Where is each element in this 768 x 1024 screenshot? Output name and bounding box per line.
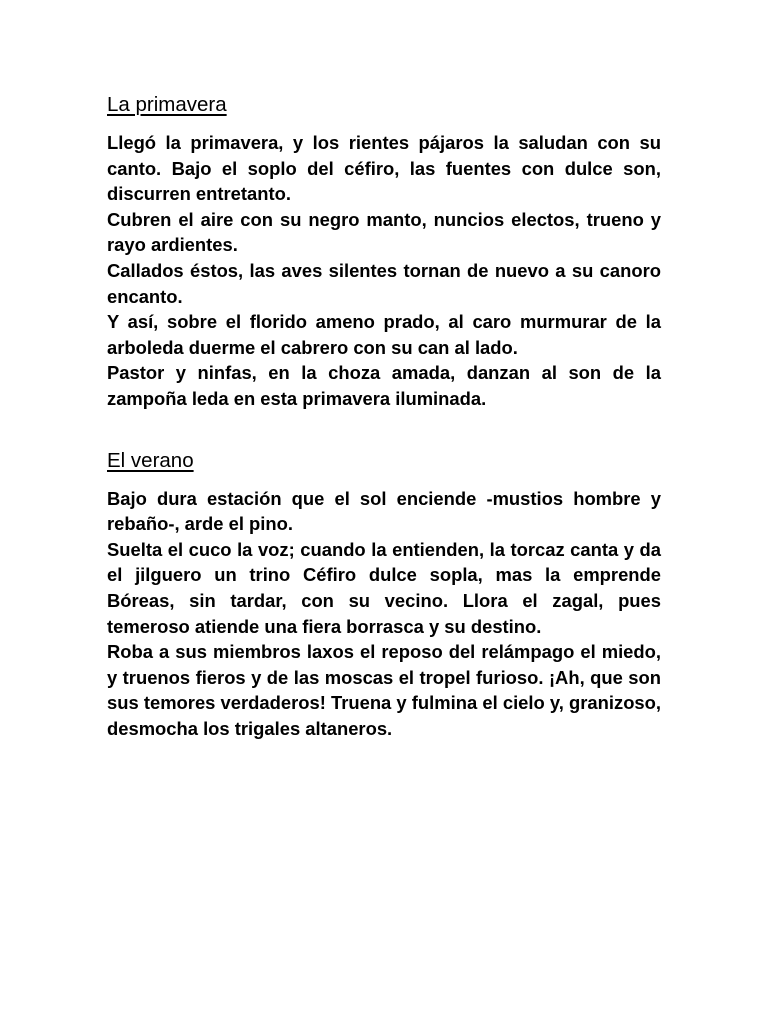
paragraph: Callados éstos, las aves silentes tornan de nuevo a su canoro encanto. <box>107 259 661 307</box>
paragraph: Pastor y ninfas, en la choza amada, danzan al son de la zampoña leda en esta primavera iluminada. <box>107 362 661 409</box>
paragraph: Llegó la primavera, y los rientes pájaros la saludan con su canto. Bajo el soplo del céfiro, las fuentes con dulce son, discurren entretanto. <box>107 132 661 205</box>
section-el-verano <box>107 448 661 742</box>
paragraph: Suelta el cuco la voz; cuando la entienden, la torcaz canta y da el jilguero un trino Céfiro dulce sopla, mas la emprende Bóreas, sin tardar, con su vecino. Llora el zagal, pues temeroso atiende una fiera borrasca y su destino. <box>107 538 661 637</box>
paragraph: Roba a sus miembros laxos el reposo del relámpago el miedo, y truenos fieros y de las moscas el tropel furioso. ¡Ah, que son sus temores verdaderos! Truena y fulmina el cielo y, granizoso, desmocha los trigales altaneros. <box>107 641 661 739</box>
paragraph: Bajo dura estación que el sol enciende -mustios hombre y rebaño-, arde el pino. <box>107 487 661 535</box>
section-la-primavera <box>107 92 661 412</box>
document-page <box>107 92 661 741</box>
section-title: El verano <box>107 448 194 472</box>
paragraph: Y así, sobre el florido ameno prado, al caro murmurar de la arboleda duerme el cabrero con su can al lado. <box>107 311 661 358</box>
section-title: La primavera <box>107 93 227 116</box>
paragraph: Cubren el aire con su negro manto, nuncios electos, trueno y rayo ardientes. <box>107 208 661 256</box>
